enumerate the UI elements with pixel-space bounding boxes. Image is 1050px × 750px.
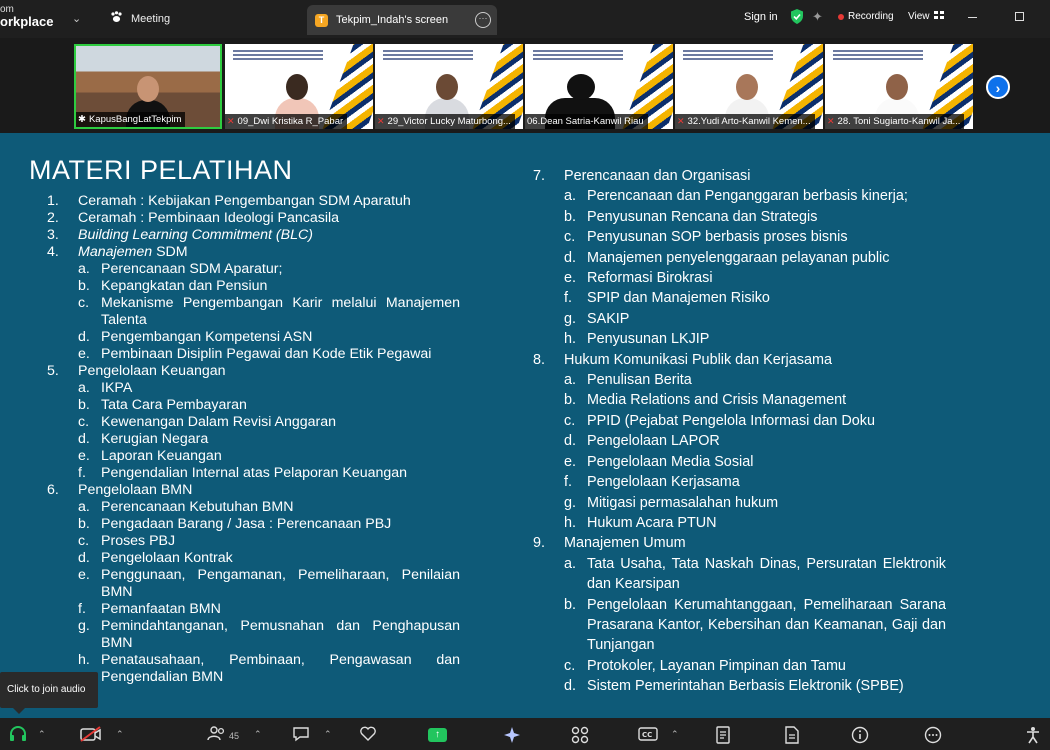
apps-icon[interactable] [571, 726, 589, 744]
slide-header-thumb [683, 50, 773, 62]
outline-subitem [533, 554, 946, 595]
outline-letter: b. [564, 208, 577, 225]
participant-name-text: 06.Dean Satria-Kanwil Riau [527, 116, 644, 127]
outline-subitem [533, 472, 946, 492]
info-icon[interactable] [851, 726, 869, 744]
record-dot-icon [838, 14, 844, 20]
outline-letter: c. [78, 533, 90, 549]
participant-name-text: 09_Dwi Kristika R_Pabar [237, 116, 344, 127]
outline-item [47, 210, 460, 227]
sparkle-icon[interactable]: ✦ [812, 9, 823, 24]
tab-title: Tekpim_Indah's screen [336, 14, 449, 26]
minimize-icon[interactable] [968, 17, 977, 18]
outline-item [533, 533, 946, 553]
outline-text: Pengelolaan Keuangan [78, 363, 226, 379]
mic-off-icon: ✕ [827, 116, 835, 126]
view-menu[interactable] [908, 11, 944, 22]
slide-right-column [533, 166, 946, 697]
outline-text-rest: SDM [152, 244, 188, 260]
chat-chevron-icon[interactable]: ⌃ [324, 729, 332, 739]
join-audio-tooltip: Click to join audio [0, 672, 98, 708]
outline-text: Manajemen Umum [564, 535, 686, 552]
outline-number: 3. [47, 227, 59, 243]
outline-subtext: Penggunaan, Pengamanan, Pemeliharaan, Penilaian BMN [101, 567, 460, 600]
outline-subtext: Pengelolaan LAPOR [587, 433, 720, 450]
outline-text: Building Learning Commitment (BLC) [78, 227, 313, 243]
outline-letter: c. [564, 229, 576, 246]
mic-off-icon: ✕ [677, 116, 685, 126]
outline-subtext: Kepangkatan dan Pensiun [101, 278, 268, 294]
outline-subitem [533, 452, 946, 472]
outline-subtext: Proses PBJ [101, 533, 176, 549]
outline-subitem [533, 207, 946, 227]
outline-subitem [47, 397, 460, 414]
outline-letter: b. [564, 392, 577, 409]
outline-subitem [533, 186, 946, 206]
outline-number: 5. [47, 363, 59, 379]
outline-subitem [533, 370, 946, 390]
outline-subtext: Tata Usaha, Tata Naskah Dinas, Persuratan Elektronik dan Kearsipan [587, 555, 946, 593]
outline-letter: d. [564, 249, 577, 266]
outline-subtext: SPIP dan Manajemen Risiko [587, 290, 770, 307]
outline-text: Ceramah : Kebijakan Pengembangan SDM Aparatuh [78, 193, 411, 209]
outline-subtext: Perencanaan Kebutuhan BMN [101, 499, 294, 515]
audio-options-chevron-icon[interactable]: ⌃ [38, 729, 46, 739]
outline-letter: f. [78, 601, 86, 617]
outline-subitem [47, 346, 460, 363]
outline-letter: f. [564, 290, 572, 307]
outline-number: 6. [47, 482, 59, 498]
accessibility-icon[interactable] [1025, 726, 1041, 744]
slide-header-thumb [533, 50, 623, 62]
outline-item [533, 350, 946, 370]
outline-subtext: Manajemen penyelenggaraan pelayanan public [587, 249, 890, 266]
outline-subtext: Penulisan Berita [587, 372, 692, 389]
chevron-down-icon[interactable]: ⌄ [72, 13, 82, 25]
outline-subtext: Mitigasi permasalahan hukum [587, 494, 779, 511]
outline-subitem [47, 465, 460, 482]
outline-subtext: Pemindahtanganan, Pemusnahan dan Penghapusan BMN [101, 618, 460, 651]
recording-indicator[interactable] [838, 11, 894, 22]
app-logo-line1: om [0, 4, 14, 15]
outline-letter: a. [78, 261, 90, 277]
outline-item [533, 166, 946, 186]
outline-subitem [533, 268, 946, 288]
maximize-icon[interactable] [1015, 12, 1024, 21]
outline-subtext: Perencanaan SDM Aparatur; [101, 261, 283, 277]
outline-letter: a. [78, 499, 90, 515]
outline-letter: g. [78, 618, 90, 634]
outline-letter: h. [564, 514, 577, 531]
outline-subitem [47, 329, 460, 346]
outline-subitem [47, 533, 460, 550]
outline-letter: a. [564, 372, 577, 389]
participant-tile[interactable] [74, 44, 222, 129]
outline-number: 4. [47, 244, 59, 260]
outline-letter: c. [78, 414, 90, 430]
outline-letter: e. [564, 270, 577, 287]
tab-shared-screen[interactable] [307, 5, 497, 35]
paw-icon [110, 11, 123, 26]
outline-subtext: Penyusunan LKJIP [587, 331, 710, 348]
outline-text: Ceramah : Pembinaan Ideologi Pancasila [78, 210, 340, 226]
outline-item [47, 227, 460, 244]
outline-subtext: Mekanisme Pengembangan Karir melalui Manajemen Talenta [101, 295, 460, 328]
outline-subitem [47, 448, 460, 465]
outline-letter: d. [564, 678, 577, 695]
participant-tile[interactable] [675, 44, 823, 129]
outline-subtext: Pemanfaatan BMN [101, 601, 221, 617]
app-logo [0, 4, 53, 28]
outline-subitem [533, 431, 946, 451]
outline-subitem [533, 390, 946, 410]
outline-subitem [47, 414, 460, 431]
outline-subitem [533, 411, 946, 431]
outline-letter: a. [564, 555, 577, 572]
video-off-icon[interactable] [80, 726, 102, 742]
outline-subitem [533, 309, 946, 329]
outline-text-wrap [78, 244, 188, 261]
outline-subtext: Pembinaan Disiplin Pegawai dan Kode Etik Pegawai [101, 346, 432, 362]
outline-letter: e. [78, 448, 90, 464]
meeting-menu[interactable] [110, 11, 170, 26]
ai-companion-icon[interactable] [503, 726, 521, 744]
video-options-chevron-icon[interactable]: ⌃ [116, 729, 124, 739]
outline-subtext: Sistem Pemerintahan Berbasis Elektronik (SPBE) [587, 678, 904, 695]
outline-text: Perencanaan dan Organisasi [564, 168, 751, 184]
outline-number: 7. [533, 168, 546, 184]
title-bar [0, 0, 1050, 38]
outline-subtext: Laporan Keuangan [101, 448, 222, 464]
outline-subitem [47, 550, 460, 567]
outline-text-wrap [564, 166, 750, 186]
outline-subitem [47, 261, 460, 278]
outline-letter: b. [78, 516, 90, 532]
recording-label: Recording [848, 11, 894, 22]
outline-text: Pengelolaan BMN [78, 482, 193, 498]
outline-subtext: Pengelolaan Media Sosial [587, 453, 754, 470]
outline-text-wrap [78, 482, 192, 499]
outline-number: 9. [533, 535, 546, 552]
outline-subitem [533, 248, 946, 268]
outline-subitem [47, 380, 460, 397]
participant-name [825, 114, 964, 129]
outline-letter: g. [564, 494, 577, 511]
outline-subitem [47, 431, 460, 448]
outline-subtext: IKPA [101, 380, 133, 396]
participants-chevron-icon[interactable]: ⌃ [254, 729, 262, 739]
meeting-toolbar [0, 718, 1050, 750]
outline-subtext: Pengelolaan Kontrak [101, 550, 233, 566]
slide-title: MATERI PELATIHAN [29, 155, 293, 185]
outline-letter: d. [78, 550, 90, 566]
participant-strip [0, 38, 1050, 133]
outline-number: 2. [47, 210, 59, 226]
outline-letter: d. [78, 329, 90, 345]
outline-subitem [47, 618, 460, 652]
outline-item [47, 363, 460, 380]
outline-letter: b. [564, 596, 577, 613]
outline-letter: c. [564, 412, 576, 429]
outline-number: 8. [533, 351, 546, 368]
outline-subitem [47, 652, 460, 686]
participant-name-text: KapusBangLatTekpim [88, 114, 182, 125]
outline-text-wrap [78, 210, 339, 227]
sign-in-button[interactable]: Sign in [744, 11, 778, 23]
outline-subitem [533, 329, 946, 349]
outline-letter: d. [564, 433, 577, 450]
outline-subitem [47, 601, 460, 618]
outline-text-wrap [78, 363, 226, 380]
headphones-icon[interactable] [9, 726, 27, 742]
outline-text: Hukum Komunikasi Publik dan Kerjasama [564, 351, 832, 368]
outline-subtext: SAKIP [587, 310, 630, 327]
shared-screen [0, 133, 1050, 718]
participant-name-text: 28. Toni Sugiarto-Kanwil Ja... [837, 116, 961, 127]
outline-subtext: Reformasi Birokrasi [587, 270, 713, 287]
outline-letter: h. [564, 331, 577, 348]
more-icon[interactable]: ··· [475, 12, 491, 28]
outline-letter: g. [564, 310, 577, 327]
outline-subtext: Pengelolaan Kerjasama [587, 474, 740, 491]
mic-off-icon: ✕ [227, 116, 235, 126]
next-page-arrow-icon[interactable]: › [986, 75, 1010, 99]
view-label: View [908, 11, 930, 22]
outline-text-wrap [78, 193, 411, 210]
outline-text-wrap [564, 350, 832, 370]
outline-subitem [47, 499, 460, 516]
share-screen-icon[interactable]: ↑ [428, 728, 447, 742]
outline-subitem [533, 493, 946, 513]
outline-letter: e. [564, 453, 577, 470]
outline-subitem [533, 227, 946, 247]
participant-tile[interactable] [375, 44, 523, 129]
outline-subtext: Hukum Acara PTUN [587, 514, 717, 531]
participant-name [675, 114, 815, 129]
outline-letter: e. [78, 567, 90, 583]
outline-subtext: Pengelolaan Kerumahtanggaan, Pemeliharaan Sarana Prasarana Kantor, Kebersihan dan Keamanan, Gaji dan Tunjangan [587, 596, 946, 654]
participant-name [375, 114, 515, 129]
participant-name [525, 114, 648, 129]
grid-icon [934, 11, 944, 22]
shield-check-icon[interactable] [790, 9, 804, 29]
pin-icon: ✱ [78, 114, 86, 125]
outline-letter: f. [78, 465, 86, 481]
outline-subtext: Penyusunan SOP berbasis proses bisnis [587, 229, 848, 246]
outline-subtext: Pengendalian Internal atas Pelaporan Keuangan [101, 465, 408, 481]
outline-subtext: Kerugian Negara [101, 431, 209, 447]
outline-subtext: Pengembangan Kompetensi ASN [101, 329, 313, 345]
outline-subtext: Perencanaan dan Penganggaran berbasis kinerja; [587, 188, 908, 205]
outline-subitem [47, 278, 460, 295]
outline-subitem [533, 656, 946, 676]
outline-subtext: PPID (Pejabat Pengelola Informasi dan Doku [587, 412, 875, 429]
outline-item [47, 193, 460, 210]
outline-subtext: Protokoler, Layanan Pimpinan dan Tamu [587, 657, 846, 674]
notes-icon[interactable] [715, 726, 731, 744]
outline-subtext: Tata Cara Pembayaran [101, 397, 247, 413]
slide-header-thumb [833, 50, 923, 62]
outline-letter: b. [78, 278, 90, 294]
outline-subitem [533, 676, 946, 696]
outline-letter: c. [78, 295, 90, 311]
participant-tile[interactable] [225, 44, 373, 129]
chat-icon[interactable] [292, 726, 310, 742]
outline-subtext: Media Relations and Crisis Management [587, 392, 847, 409]
outline-subitem [533, 513, 946, 533]
participant-tile[interactable] [525, 44, 673, 129]
participant-tile[interactable] [825, 44, 973, 129]
captions-chevron-icon[interactable]: ⌃ [671, 729, 679, 739]
outline-subitem [47, 295, 460, 329]
outline-letter: e. [78, 346, 90, 362]
outline-letter: a. [78, 380, 90, 396]
slide-header-thumb [383, 50, 473, 62]
slide-header-thumb [233, 50, 323, 62]
outline-text-wrap [564, 533, 686, 553]
outline-subtext: Pengadaan Barang / Jasa : Perencanaan PBJ [101, 516, 392, 532]
mic-off-icon: ✕ [377, 116, 385, 126]
outline-subtext: Penatausahaan, Pembinaan, Pengawasan dan Pengendalian BMN [101, 652, 460, 685]
participant-name-text: 29_Victor Lucky Maturbong... [387, 116, 511, 127]
outline-subtext: Penyusunan Rencana dan Strategis [587, 208, 818, 225]
outline-letter: h. [78, 652, 90, 668]
outline-letter: b. [78, 397, 90, 413]
outline-letter: c. [564, 657, 576, 674]
outline-subitem [533, 595, 946, 656]
app-logo-line2: orkplace [0, 14, 54, 29]
meeting-label: Meeting [131, 12, 171, 25]
outline-subtext: Kewenangan Dalam Revisi Anggaran [101, 414, 337, 430]
outline-subitem [533, 288, 946, 308]
docs-icon[interactable] [784, 726, 800, 744]
participant-name-text: 32.Yudi Arto-Kanwil Kemen... [687, 116, 811, 127]
outline-subitem [47, 567, 460, 601]
participant-name [76, 112, 185, 127]
outline-item [47, 482, 460, 499]
outline-letter: a. [564, 188, 577, 205]
outline-number: 1. [47, 193, 59, 209]
captions-icon[interactable] [638, 726, 658, 742]
outline-letter: d. [78, 431, 90, 447]
svg-text:CC: CC [642, 731, 653, 739]
outline-text-wrap [78, 227, 313, 244]
more-options-icon[interactable] [924, 726, 942, 744]
outline-item [47, 244, 460, 261]
participant-name [225, 114, 347, 129]
slide-left-column [47, 193, 460, 686]
outline-text-italic: Manajemen [78, 244, 153, 260]
participant-count: 45 [229, 731, 240, 741]
outline-subitem [47, 516, 460, 533]
participants-icon[interactable] [207, 726, 227, 741]
tab-avatar: T [315, 14, 328, 27]
outline-letter: f. [564, 474, 572, 491]
reactions-heart-icon[interactable] [359, 726, 377, 742]
